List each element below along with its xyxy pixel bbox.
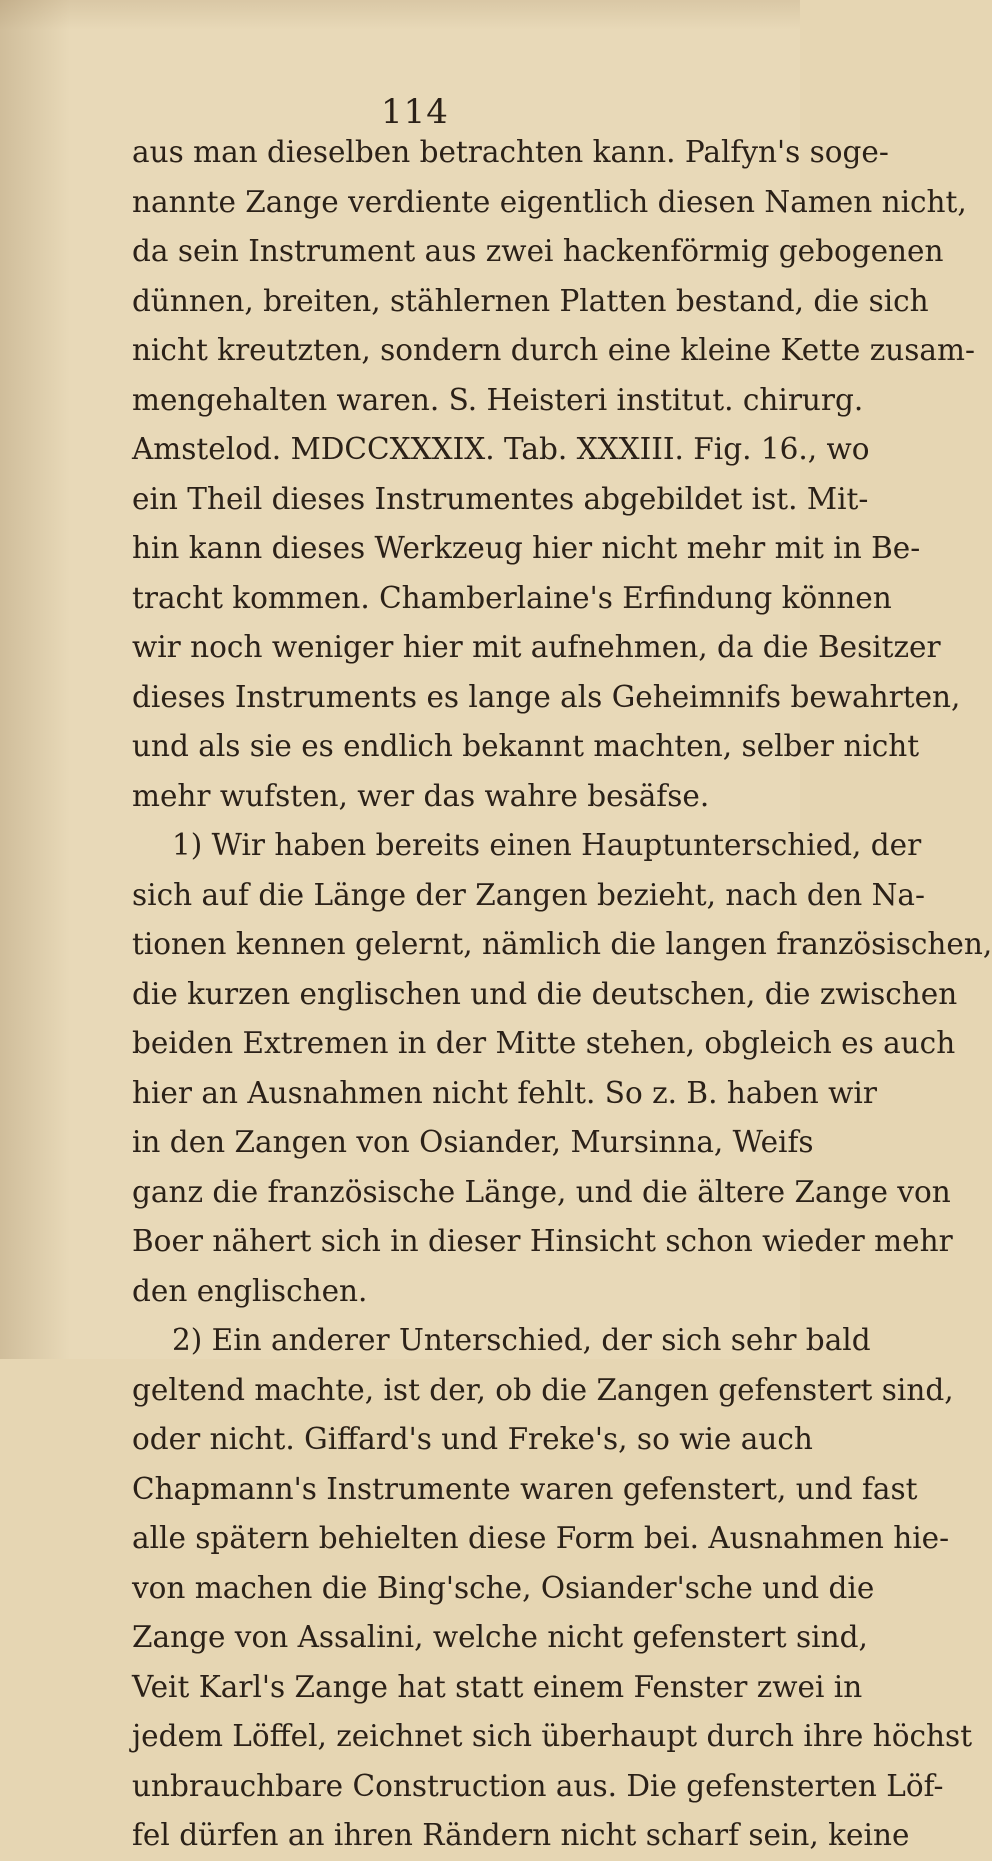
text-line: jedem Löffel, zeichnet sich überhaupt durch ihre höchst [132, 1719, 973, 1753]
text-line: alle spätern behielten diese Form bei. Ausnahmen hie- [132, 1521, 950, 1555]
text-line: Zange von Assalini, welche nicht gefenstert sind, [132, 1620, 868, 1654]
text-line: fel dürfen an ihren Rändern nicht scharf sein, keine [132, 1818, 910, 1852]
text-line: von machen die Bing'sche, Osiander'sche und die [132, 1570, 875, 1605]
text-line: geltend machte, ist der, ob die Zangen gefenstert sind, [132, 1372, 954, 1407]
text-line: unbrauchbare Construction aus. Die gefensterten Löf- [132, 1768, 944, 1803]
text-line: den englischen. [132, 1273, 368, 1308]
text-line: beiden Extremen in der Mitte stehen, obgleich es auch [132, 1026, 956, 1060]
text-line: hin kann dieses Werkzeug hier nicht mehr mit in Be- [132, 531, 921, 565]
text-line: die kurzen englischen und die deutschen, die zwischen [132, 976, 958, 1011]
text-line: sich auf die Länge der Zangen bezieht, nach den Na- [132, 877, 925, 912]
text-line: mengehalten waren. S. Heisteri institut. chirurg. [132, 382, 864, 417]
text-line: nicht kreutzten, sondern durch eine kleine Kette zusam- [132, 333, 975, 367]
text-line: wir noch weniger hier mit aufnehmen, da die Besitzer [132, 630, 941, 664]
text-line: Veit Karl's Zange hat statt einem Fenster zwei in [132, 1669, 863, 1704]
text-line: nannte Zange verdiente eigentlich diesen Namen nicht, [132, 184, 967, 219]
text-line: und als sie es endlich bekannt machten, selber nicht [132, 729, 920, 763]
body-text [132, 128, 992, 1861]
text-line: in den Zangen von Osiander, Mursinna, Weifs [132, 1125, 814, 1159]
text-line: Boer nähert sich in dieser Hinsicht schon wieder mehr [132, 1224, 953, 1258]
text-line: 2) Ein anderer Unterschied, der sich sehr bald [172, 1323, 871, 1357]
text-line: tionen kennen gelernt, nämlich die langen französischen, [132, 927, 992, 961]
text-line: mehr wufsten, wer das wahre besäfse. [132, 778, 710, 813]
text-line: ganz die französische Länge, und die ältere Zange von [132, 1174, 951, 1209]
text-line: dieses Instruments es lange als Geheimnifs bewahrten, [132, 679, 961, 714]
text-line: oder nicht. Giffard's und Freke's, so wie auch [132, 1422, 813, 1456]
text-line: Chapmann's Instrumente waren gefenstert, und fast [132, 1471, 918, 1506]
page-number: 114 [381, 92, 449, 132]
text-line: ein Theil dieses Instrumentes abgebildet ist. Mit- [132, 481, 869, 516]
text-line: Amstelod. MDCCXXXIX. Tab. XXXIII. Fig. 16., wo [132, 432, 870, 466]
text-line: tracht kommen. Chamberlaine's Erfindung können [132, 580, 892, 615]
text-line: hier an Ausnahmen nicht fehlt. So z. B. haben wir [132, 1075, 877, 1110]
text-line: dünnen, breiten, stählernen Platten bestand, die sich [132, 283, 929, 318]
text-line: aus man dieselben betrachten kann. Palfyn's soge- [132, 135, 889, 169]
text-line: da sein Instrument aus zwei hackenförmig gebogenen [132, 234, 944, 268]
text-line: 1) Wir haben bereits einen Hauptunterschied, der [172, 828, 922, 862]
